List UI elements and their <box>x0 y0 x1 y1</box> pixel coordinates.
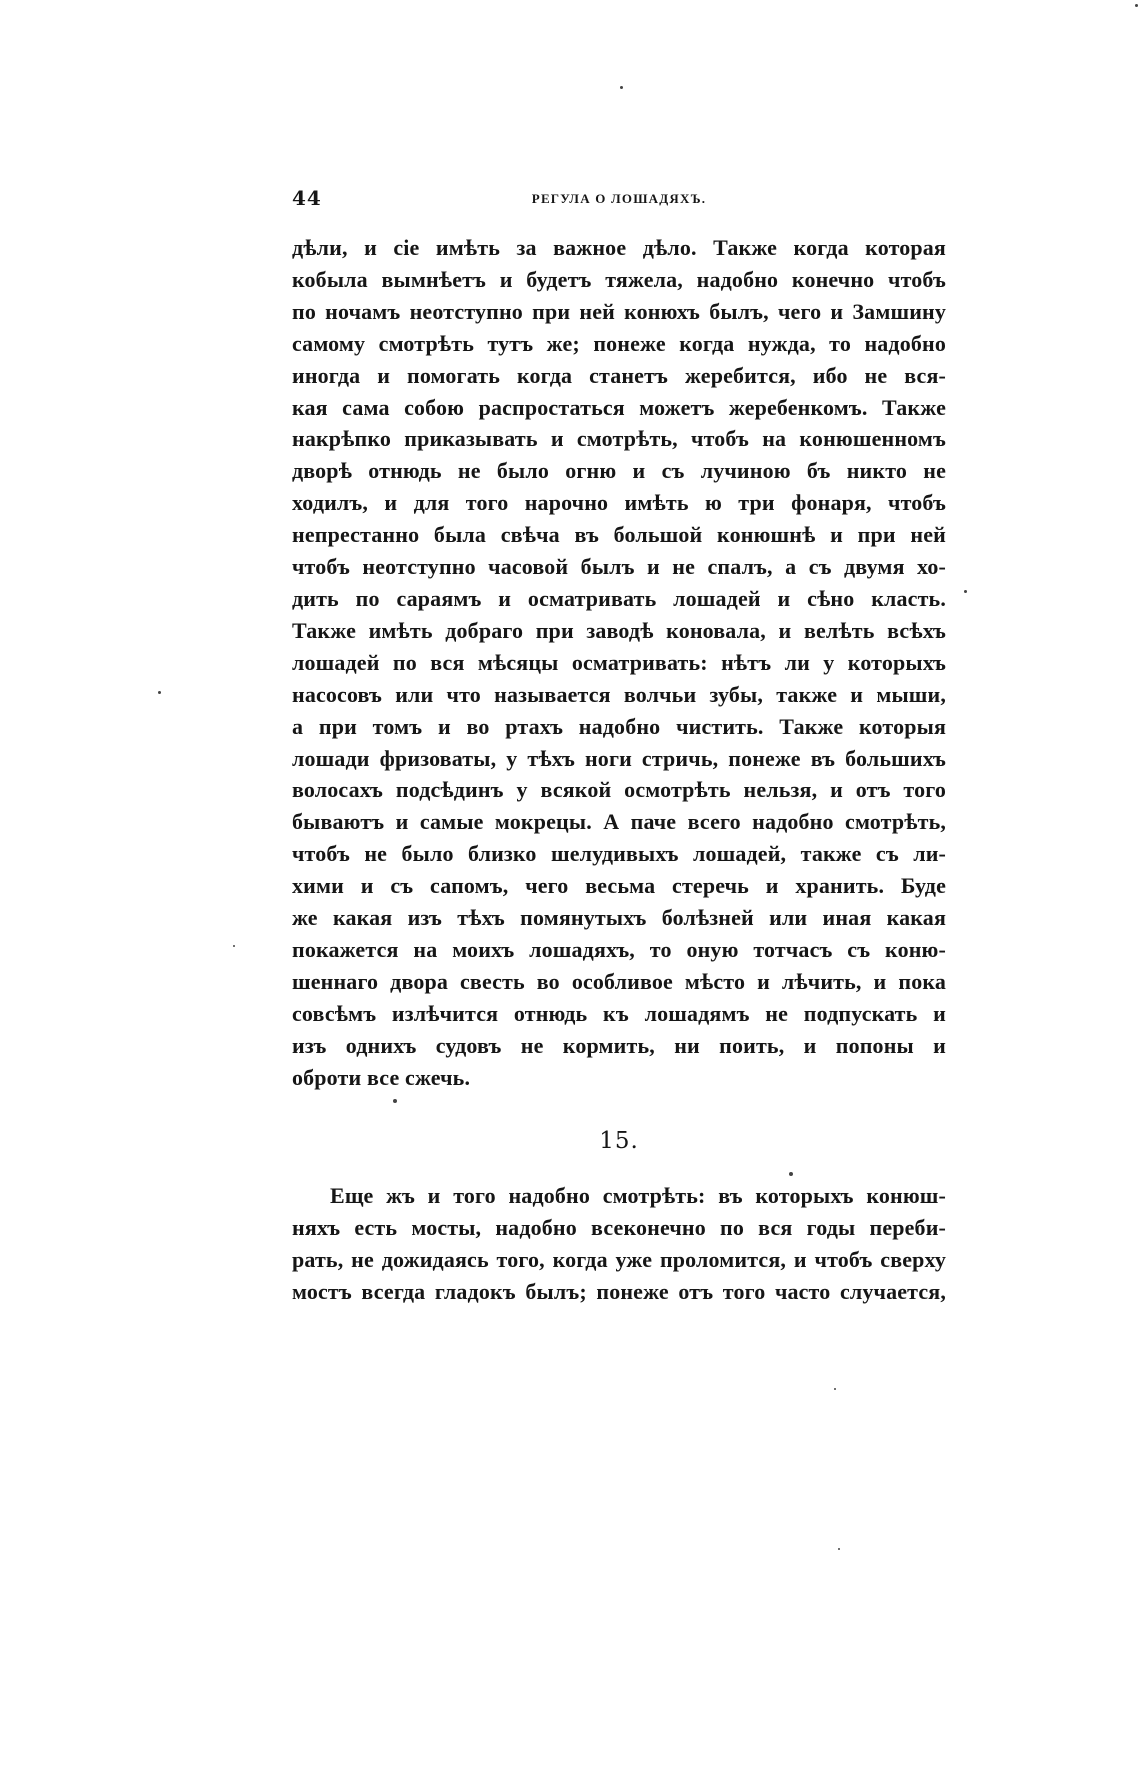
text-line: чтобъ неотступно часовой былъ и не спалъ, а съ двумя хо- <box>292 554 946 580</box>
text-line: дѣли, и сіе имѣть за важное дѣло. Также когда которая <box>292 235 946 260</box>
text-line: шеннаго двора свесть во особливое мѣсто и лѣчить, и пока <box>292 968 946 994</box>
text-line: же какая изъ тѣхъ помянутыхъ болѣзней или иная какая <box>292 905 946 931</box>
text-line: Еще жъ и того надобно смотрѣть: въ которыхъ конюш- <box>330 1183 946 1208</box>
scan-speck <box>1135 4 1138 7</box>
text-line: рать, не дожидаясь того, когда уже проломится, и чтобъ сверху <box>292 1246 946 1272</box>
text-line: насосовъ или что называется волчьи зубы, также и мыши, <box>292 681 946 707</box>
text-line: иногда и помогать когда станетъ жеребится, ибо не вся- <box>292 362 946 388</box>
text-line: мостъ всегда гладокъ былъ; понеже отъ того часто случается, <box>292 1278 946 1304</box>
scan-speck <box>393 1099 397 1103</box>
text-line: непрестанно была свѣча въ большой конюшнѣ и при ней <box>292 522 946 548</box>
text-line: кая сама собою распростаться можетъ жеребенкомъ. Также <box>292 394 946 420</box>
text-line: ходилъ, и для того нарочно имѣть ю три фонаря, чтобъ <box>292 490 946 516</box>
text-line: Также имѣть добраго при заводѣ коновала, и велѣть всѣхъ <box>292 617 946 643</box>
text-line: лошади фризоваты, у тѣхъ ноги стричь, понеже въ большихъ <box>292 745 946 771</box>
running-title: РЕГУЛА О ЛОШАДЯХЪ. <box>531 191 707 206</box>
scan-speck <box>838 1548 840 1550</box>
text-line: покажется на моихъ лошадяхъ, то оную тотчасъ съ коню- <box>292 936 946 962</box>
text-line: совсѣмъ излѣчится отнюдь къ лошадямъ не подпускать и <box>292 1000 946 1026</box>
scan-speck <box>789 1172 793 1176</box>
text-line: самому смотрѣть тутъ же; понеже когда нужда, то надобно <box>292 330 946 356</box>
paragraph-2 <box>292 1180 946 1308</box>
text-line: оброти все сжечь. <box>292 1064 471 1090</box>
text-line: няхъ есть мосты, надобно всеконечно по вся годы переби- <box>292 1214 946 1240</box>
text-line: а при томъ и во ртахъ надобно чистить. Также которыя <box>292 713 946 739</box>
scan-speck <box>233 945 235 947</box>
text-line: лошадей по вся мѣсяцы осматривать: нѣтъ ли у которыхъ <box>292 649 946 675</box>
scan-speck <box>158 691 161 694</box>
text-line: бываютъ и самые мокрецы. А паче всего надобно смотрѣть, <box>292 809 946 835</box>
text-line: хими и съ сапомъ, чего весьма стеречь и хранить. Буде <box>292 873 946 899</box>
page-number: 44 <box>292 186 322 210</box>
paragraph-1 <box>292 232 946 1093</box>
text-line: по ночамъ неотступно при ней конюхъ былъ, чего и Замшину <box>292 298 946 324</box>
text-line: накрѣпко приказывать и смотрѣть, чтобъ на конюшенномъ <box>292 426 946 452</box>
text-line: кобыла вымнѣетъ и будетъ тяжела, надобно конечно чтобъ <box>292 266 946 292</box>
text-line: изъ однихъ судовъ не кормить, ни поить, и попоны и <box>292 1032 946 1058</box>
text-line: дить по сараямъ и осматривать лошадей и сѣно класть. <box>292 585 946 611</box>
scan-speck <box>834 1388 836 1390</box>
text-line: чтобъ не было близко шелудивыхъ лошадей, также съ ли- <box>292 841 946 867</box>
scan-speck <box>964 590 967 593</box>
text-line: дворѣ отнюдь не было огню и съ лучиною бъ никто не <box>292 458 946 484</box>
scan-speck <box>620 86 623 89</box>
page-header <box>292 186 946 216</box>
text-line: волосахъ подсѣдинъ у всякой осмотрѣть нельзя, и отъ того <box>292 777 946 803</box>
section-number: 15. <box>599 1128 639 1154</box>
